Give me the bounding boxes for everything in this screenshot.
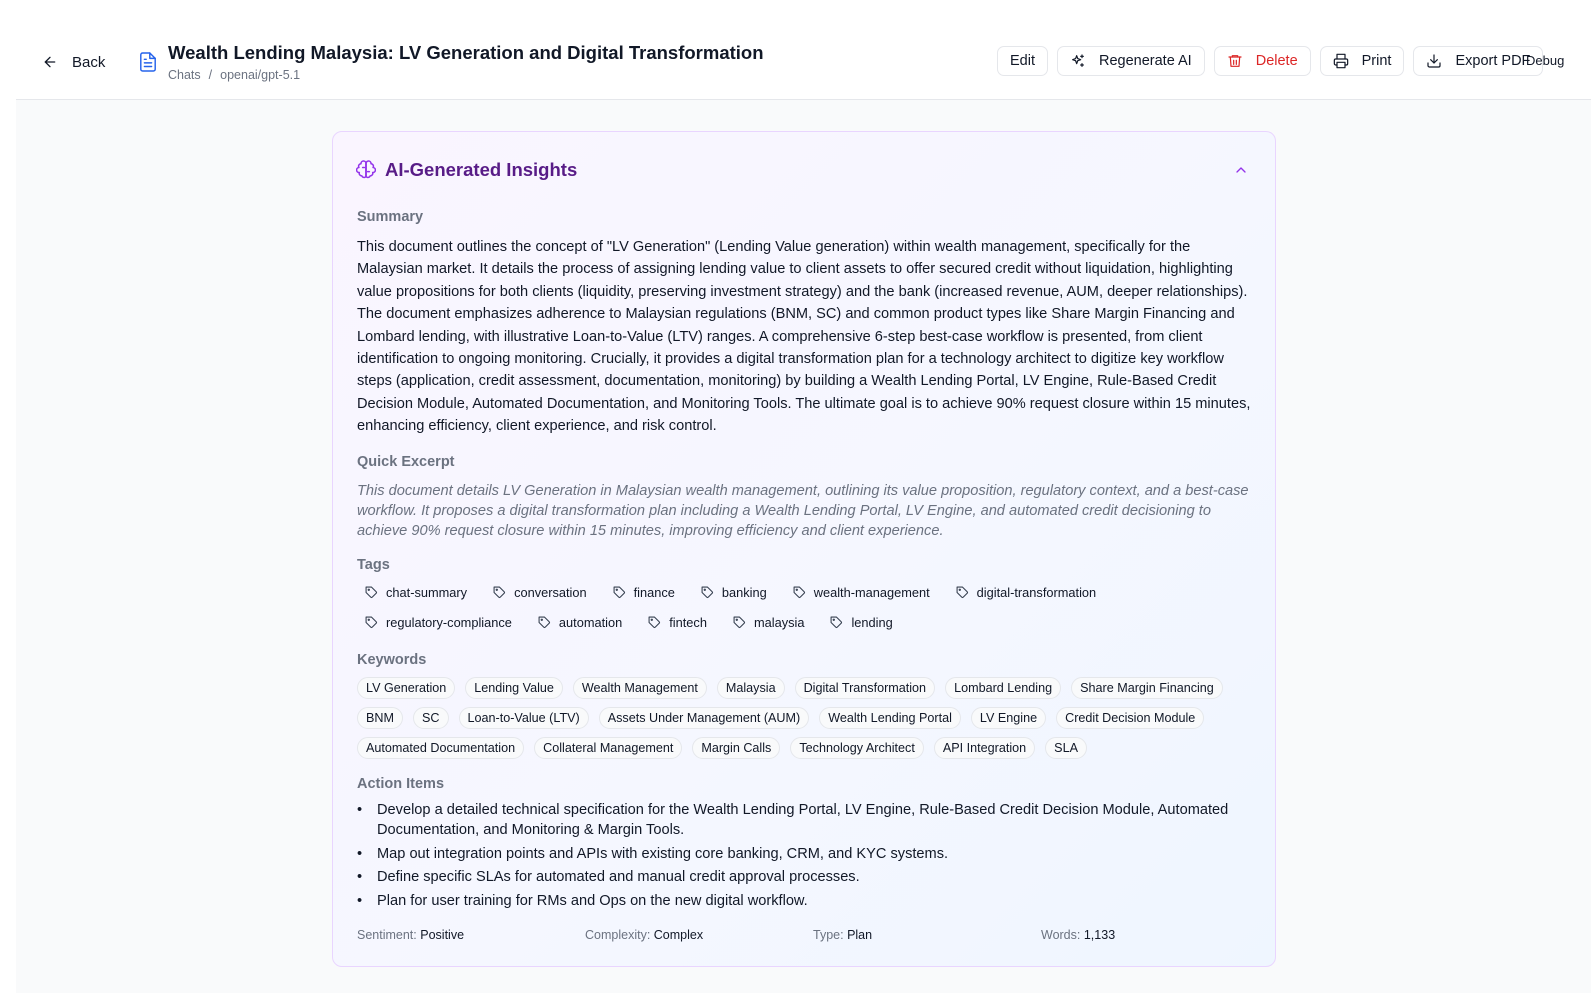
tag-icon — [733, 616, 746, 629]
keywords-label: Keywords — [357, 652, 427, 668]
arrow-left-icon — [42, 54, 58, 70]
main-content — [16, 100, 1591, 993]
type-stat — [813, 928, 872, 942]
tag-label: malaysia — [753, 614, 805, 630]
tag-chip[interactable] — [693, 581, 777, 603]
tag-icon — [830, 616, 843, 629]
type-label: Type: — [813, 928, 844, 942]
print-label: Print — [1361, 53, 1392, 69]
delete-label: Delete — [1255, 53, 1298, 69]
excerpt-text: This document details LV Generation in Malaysian wealth management, outlining its value proposition, regulatory context, and a best-case workflow. It proposes a digital transformation plan including a Wealth Lending Portal, LV Engine, and automated credit decisioning to achieve 90% request closure within 15 minutes, improving efficiency and client experience. — [357, 483, 1249, 539]
edit-button[interactable] — [997, 46, 1048, 76]
tag-label: finance — [633, 584, 675, 600]
tag-label: conversation — [514, 584, 587, 600]
breadcrumb-separator: / — [208, 68, 213, 82]
tag-icon — [793, 586, 806, 599]
printer-icon — [1333, 53, 1349, 69]
tag-chip[interactable] — [485, 581, 597, 603]
top-header — [16, 0, 1591, 100]
keyword-chip: Collateral Management — [534, 737, 682, 759]
export-label: Export PDF — [1455, 53, 1531, 69]
keyword-chip: Loan-to-Value (LTV) — [459, 707, 589, 729]
keyword-row — [357, 737, 1257, 759]
stats-row — [357, 928, 1257, 946]
debug-toggle[interactable]: Debug — [1526, 53, 1565, 68]
regenerate-label: Regenerate AI — [1099, 53, 1192, 69]
insights-header[interactable] — [356, 159, 577, 181]
delete-button[interactable] — [1214, 46, 1311, 76]
tag-chip[interactable] — [822, 611, 902, 633]
action-items-label: Action Items — [357, 776, 445, 792]
tag-label: regulatory-compliance — [386, 614, 512, 630]
page-title: Wealth Lending Malaysia: LV Generation and Digital Transformation — [168, 42, 764, 63]
tag-icon — [365, 616, 378, 629]
keyword-chip: Margin Calls — [692, 737, 780, 759]
words-label: Words: — [1041, 928, 1081, 942]
tag-label: banking — [721, 584, 767, 600]
summary-text: This document outlines the concept of "LV Generation" (Lending Value generation) within wealth management, specifically for the Malaysian market. It details the process of assigning lending value to client assets to offer secured credit without liquidation, highlighting value propositions for both clients (liquidity, preserving investment strategy) and the bank (increased revenue, AUM, deeper relationships). The document emphasizes adherence to Malaysian regulations (BNM, SC) and common product types like Share Margin Financing and Lombard lending, with illustrative Loan-to-Value (LTV) ranges. A comprehensive 6-step best-case workflow is presented, from client identification to ongoing monitoring. Crucially, it provides a digital transformation plan for a technology architect to digitize key workflow steps (application, credit assessment, documentation, monitoring) by building a Wealth Lending Portal, LV Engine, Rule-Based Credit Decision Module, Automated Documentation, and Monitoring Tools. The ultimate goal is to achieve 90% request closure within 15 minutes, enhancing efficiency, client experience, and risk control. — [357, 239, 1251, 435]
keyword-chip: Digital Transformation — [795, 677, 936, 699]
tag-row — [357, 581, 1237, 603]
tag-label: automation — [558, 614, 623, 630]
keyword-chip: BNM — [357, 707, 403, 729]
tag-chip[interactable] — [357, 581, 477, 603]
tag-icon — [493, 586, 506, 599]
keyword-chip: Wealth Management — [573, 677, 707, 699]
complexity-label: Complexity: — [585, 928, 651, 942]
tag-label: chat-summary — [386, 584, 468, 600]
tag-icon — [538, 616, 551, 629]
tag-chip[interactable] — [357, 611, 522, 633]
toolbar — [997, 45, 1543, 77]
breadcrumb-chats[interactable]: Chats — [168, 68, 201, 82]
type-value: Plan — [847, 928, 873, 942]
regenerate-ai-button[interactable] — [1057, 46, 1205, 76]
tags-list — [357, 581, 1237, 641]
action-item: • Define specific SLAs for automated and manual credit approval processes. — [357, 868, 1257, 888]
complexity-value: Complex — [653, 928, 704, 942]
action-item: • Plan for user training for RMs and Ops on the new digital workflow. — [357, 892, 1257, 912]
breadcrumb — [168, 68, 300, 82]
tag-icon — [701, 586, 714, 599]
back-label: Back — [72, 53, 106, 71]
action-items-list — [357, 801, 1257, 916]
breadcrumb-model: openai/gpt-5.1 — [220, 68, 301, 82]
export-pdf-button[interactable] — [1413, 46, 1543, 76]
words-value: 1,133 — [1083, 928, 1116, 942]
keyword-chip: API Integration — [934, 737, 1035, 759]
excerpt-label: Quick Excerpt — [357, 454, 455, 470]
keyword-chip: Lending Value — [465, 677, 563, 699]
tag-icon — [956, 586, 969, 599]
sentiment-stat — [357, 928, 464, 942]
sentiment-label: Sentiment: — [357, 928, 417, 942]
action-item: • Develop a detailed technical specification for the Wealth Lending Portal, LV Engine, Rule-Based Credit Decision Module, Automated Documentation, and Monitoring & Margin Tools. — [357, 801, 1257, 841]
brain-icon — [356, 160, 376, 180]
ai-insights-card — [332, 131, 1276, 967]
keyword-chip: LV Engine — [971, 707, 1046, 729]
tag-chip[interactable] — [640, 611, 717, 633]
tag-icon — [648, 616, 661, 629]
words-stat — [1041, 928, 1115, 942]
keyword-row — [357, 707, 1257, 729]
action-item: • Map out integration points and APIs with existing core banking, CRM, and KYC systems. — [357, 845, 1257, 865]
keyword-chip: Share Margin Financing — [1071, 677, 1223, 699]
complexity-stat — [585, 928, 703, 942]
chevron-up-icon[interactable] — [1233, 162, 1249, 178]
keyword-chip: Automated Documentation — [357, 737, 524, 759]
keyword-chip: LV Generation — [357, 677, 455, 699]
tag-chip[interactable] — [605, 581, 685, 603]
tag-chip[interactable] — [725, 611, 815, 633]
tag-label: wealth-management — [813, 584, 930, 600]
tag-label: lending — [851, 614, 893, 630]
keyword-chip: Assets Under Management (AUM) — [599, 707, 809, 729]
tag-chip[interactable] — [785, 581, 940, 603]
keyword-chip: SLA — [1045, 737, 1087, 759]
keyword-chip: Wealth Lending Portal — [819, 707, 961, 729]
download-icon — [1426, 53, 1442, 69]
tag-row — [357, 611, 1237, 633]
edit-label: Edit — [1010, 53, 1035, 69]
summary-label: Summary — [357, 209, 424, 225]
keyword-chip: Technology Architect — [790, 737, 924, 759]
tag-chip[interactable] — [948, 581, 1107, 603]
sparkles-icon — [1070, 53, 1086, 69]
keyword-chip: Malaysia — [717, 677, 785, 699]
tag-label: fintech — [669, 614, 707, 630]
tag-icon — [613, 586, 626, 599]
keyword-row — [357, 677, 1257, 699]
file-text-icon — [139, 52, 157, 72]
tag-icon — [365, 586, 378, 599]
tags-label: Tags — [357, 557, 390, 573]
keyword-chip: SC — [413, 707, 449, 729]
keyword-chip: Credit Decision Module — [1056, 707, 1204, 729]
tag-chip[interactable] — [530, 611, 632, 633]
sentiment-value: Positive — [420, 928, 465, 942]
back-button[interactable] — [42, 48, 105, 76]
insights-title: AI-Generated Insights — [385, 159, 578, 180]
print-button[interactable] — [1320, 46, 1405, 76]
keywords-list — [357, 677, 1257, 767]
trash-icon — [1227, 53, 1243, 69]
tag-label: digital-transformation — [976, 584, 1097, 600]
keyword-chip: Lombard Lending — [945, 677, 1061, 699]
